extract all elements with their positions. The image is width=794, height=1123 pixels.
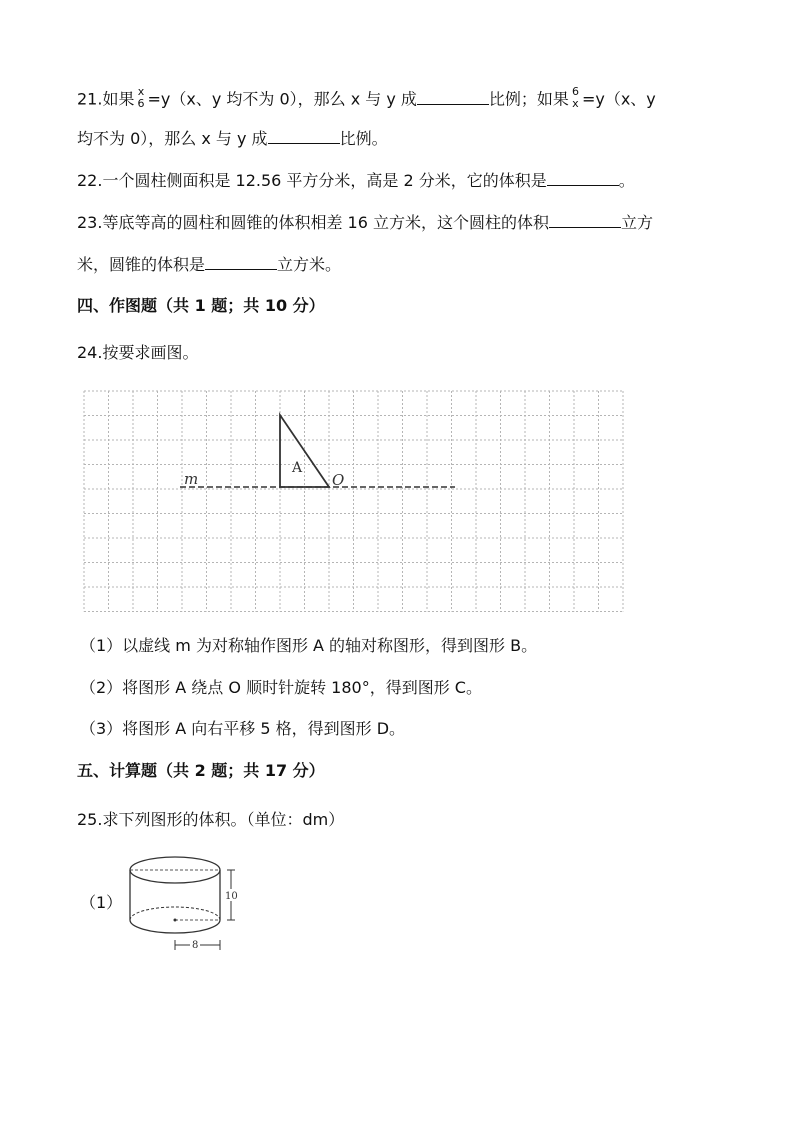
cylinder-bottom-front-arc: [130, 920, 220, 933]
answer-blank[interactable]: [417, 90, 489, 105]
answer-blank[interactable]: [268, 129, 340, 144]
q21-part-2: =y（x、y 均不为 0），那么 x 与 y 成: [147, 89, 417, 109]
fraction-6-over-x: [572, 86, 579, 110]
q22-end: 。: [618, 171, 635, 190]
q22-text: 22.一个圆柱侧面积是 12.56 平方分米，高是 2 分米，它的体积是: [77, 171, 547, 190]
q25-sub-1-label: （1）: [80, 893, 123, 912]
question-23-line-2: [77, 255, 341, 275]
q24-sub-2: （2）将图形 A 绕点 O 顺时针旋转 180°，得到图形 C。: [80, 678, 482, 697]
fraction-numerator: x: [137, 85, 145, 98]
question-24: 24.按要求画图。: [77, 343, 199, 362]
q21-number: 21.: [77, 89, 103, 109]
fraction-x-over-6: [137, 86, 144, 110]
question-21-line-1: [77, 85, 656, 112]
question-23-line-1: [77, 213, 653, 233]
radius-label: 8: [192, 940, 199, 951]
question-25: 25.求下列图形的体积。（单位：dm）: [77, 810, 345, 829]
label-o: O: [332, 471, 345, 489]
q24-sub-3: （3）将图形 A 向右平移 5 格，得到图形 D。: [80, 719, 406, 738]
q21-part-4: =y（x、y: [581, 89, 656, 109]
answer-blank[interactable]: [205, 255, 277, 270]
q21-part-3: 比例；如果: [488, 89, 569, 109]
height-label: 10: [225, 891, 238, 902]
fraction-denominator: 6: [137, 97, 145, 110]
q23-text-2: 米，圆锥的体积是: [77, 255, 206, 274]
fraction-denominator: x: [572, 97, 579, 110]
q21-part-5: 均不为 0），那么 x 与 y 成: [77, 129, 268, 148]
grid-figure: [80, 388, 628, 614]
q23-text: 23.等底等高的圆柱和圆锥的体积相差 16 立方米，这个圆柱的体积: [77, 213, 549, 232]
fraction-numerator: 6: [571, 85, 579, 98]
answer-blank[interactable]: [547, 171, 619, 186]
section-5-heading: 五、计算题（共 2 题；共 17 分）: [77, 761, 325, 780]
cylinder-figure: [124, 848, 244, 958]
q21-part-1: 如果: [102, 89, 135, 109]
q23-end-1: 立方: [620, 213, 653, 232]
q23-end-2: 立方米。: [277, 255, 342, 274]
q24-sub-1: （1）以虚线 m 为对称轴作图形 A 的轴对称图形，得到图形 B。: [80, 636, 538, 655]
section-4-heading: 四、作图题（共 1 题；共 10 分）: [77, 296, 325, 315]
label-m: m: [184, 470, 199, 488]
label-a: A: [292, 460, 303, 476]
question-22: [77, 171, 635, 191]
q21-part-6: 比例。: [339, 129, 388, 148]
cylinder-bottom-center: [174, 919, 177, 922]
cylinder-bottom-back-arc: [130, 907, 220, 920]
question-21-line-2: [77, 129, 388, 149]
answer-blank[interactable]: [549, 213, 621, 228]
grid-lines: [84, 391, 623, 612]
